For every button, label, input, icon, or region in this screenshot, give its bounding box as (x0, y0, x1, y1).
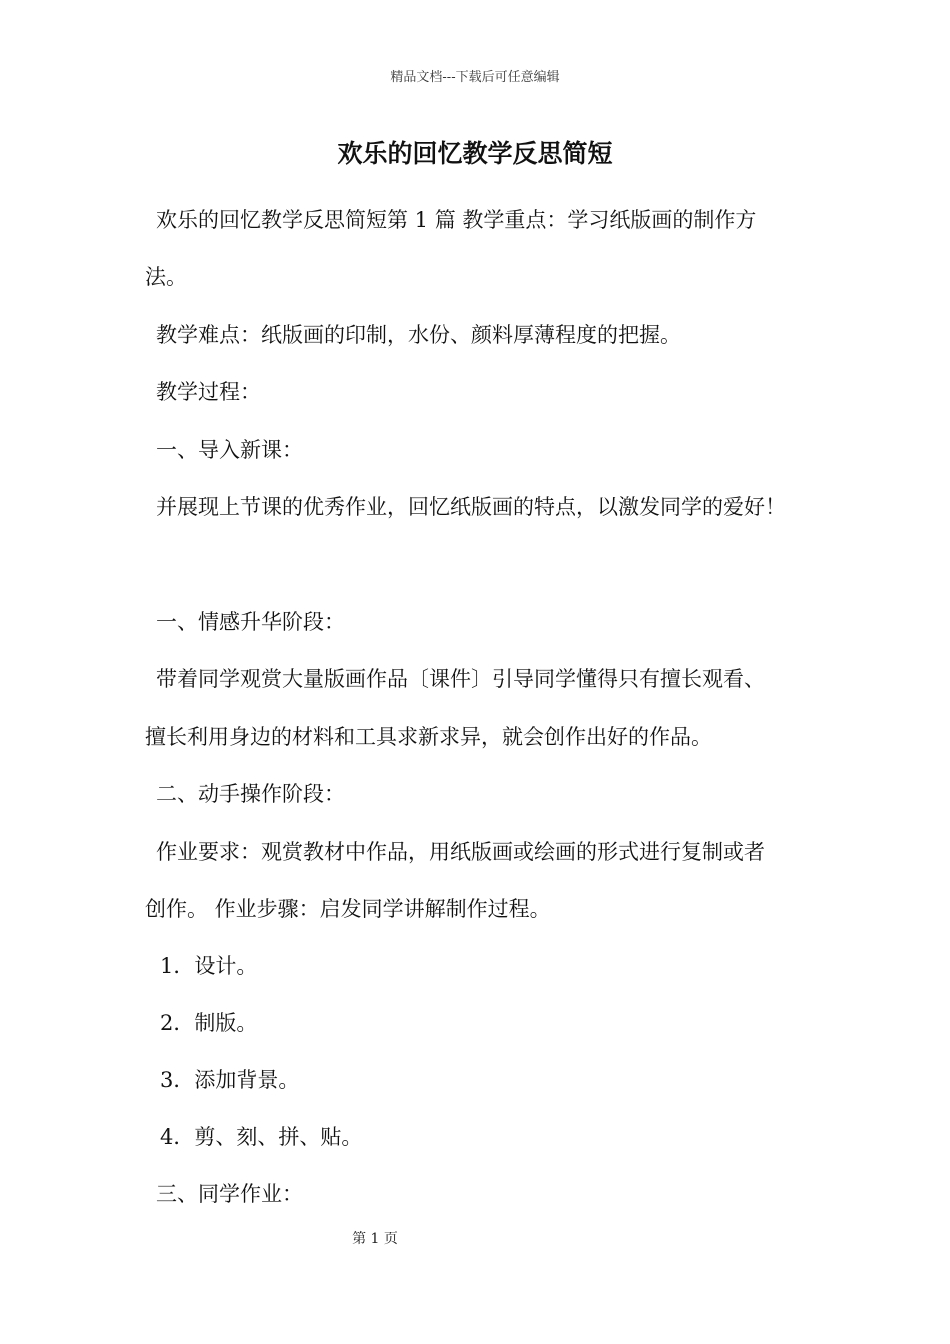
paragraph-line-3: 教学难点：纸版画的印制，水份、颜料厚薄程度的把握。 (156, 323, 681, 347)
paragraph-line-2: 法。 (145, 265, 187, 289)
page-number: 第 1 页 (352, 1231, 398, 1247)
section-heading-intro: 一、导入新课： (156, 438, 303, 462)
step-item-3: 3．添加背景。 (160, 1068, 300, 1092)
step-item-1: 1．设计。 (160, 954, 258, 978)
document-title: 欢乐的回忆教学反思简短 (337, 139, 613, 168)
page-header: 精品文档---下载后可任意编辑 (390, 70, 560, 85)
step-item-2: 2．制版。 (160, 1011, 258, 1035)
step-item-4: 4．剪、刻、拼、贴。 (160, 1125, 363, 1149)
paragraph-line-11: 作业要求：观赏教材中作品，用纸版画或绘画的形式进行复制或者 (156, 840, 765, 864)
paragraph-line-4: 教学过程： (156, 380, 261, 404)
paragraph-line-8: 带着同学观赏大量版画作品〔课件〕引导同学懂得只有擅长观看、 (156, 667, 765, 691)
section-heading-practice: 二、动手操作阶段： (156, 782, 345, 806)
paragraph-line-6: 并展现上节课的优秀作业，回忆纸版画的特点，以激发同学的爱好！ (156, 495, 786, 519)
paragraph-line-9: 擅长利用身边的材料和工具求新求异，就会创作出好的作品。 (145, 725, 712, 749)
paragraph-line-12: 创作。 作业步骤：启发同学讲解制作过程。 (145, 897, 551, 921)
section-heading-homework: 三、同学作业： (156, 1182, 303, 1206)
section-heading-emotion: 一、情感升华阶段： (156, 610, 345, 634)
paragraph-line-1: 欢乐的回忆教学反思简短第 1 篇 教学重点：学习纸版画的制作方 (156, 208, 757, 232)
